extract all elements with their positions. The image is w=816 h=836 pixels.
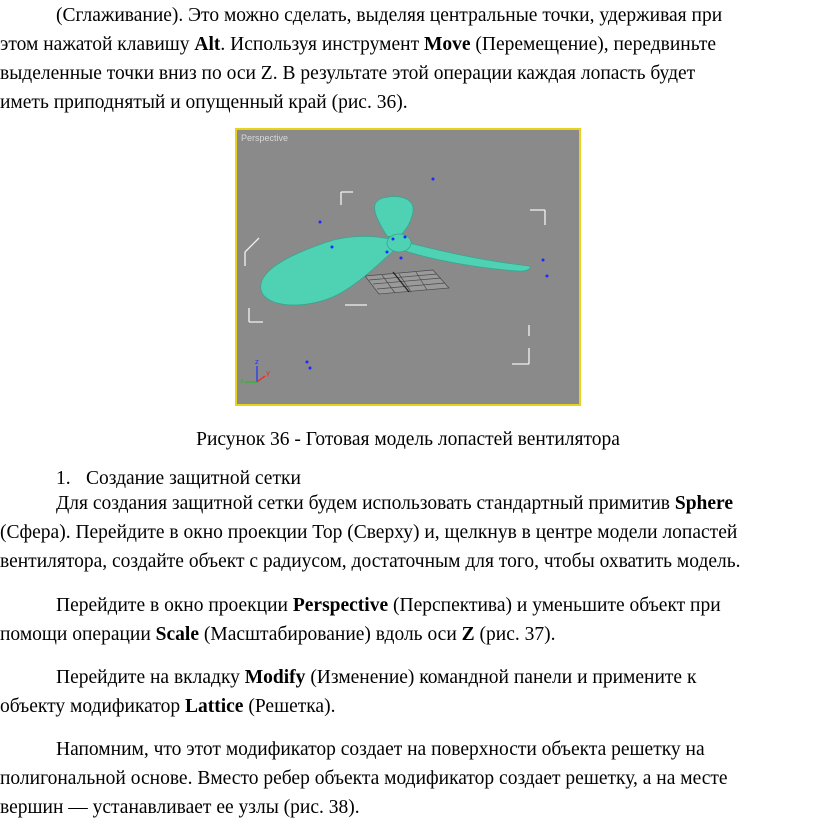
axis-x-label: x bbox=[240, 377, 245, 385]
list-item bbox=[56, 467, 301, 491]
text-line bbox=[0, 91, 408, 115]
viewport-label: Perspective bbox=[241, 133, 289, 143]
text: выделенные точки вниз по оси Z. В результате этой операции каждая лопасть будет bbox=[0, 63, 696, 84]
text: вершин — устанавливает ее узлы (рис. 38). bbox=[0, 797, 360, 818]
text: (Решетка). bbox=[243, 696, 336, 717]
axis-z-label: z bbox=[255, 358, 259, 366]
text: (Перспектива) и уменьшите объект при bbox=[388, 595, 721, 616]
bold-term: Scale bbox=[155, 624, 199, 645]
axis-y-label: y bbox=[266, 369, 271, 377]
text-line bbox=[0, 796, 360, 820]
text-line bbox=[56, 4, 722, 28]
bold-term: Sphere bbox=[674, 493, 734, 514]
text: объекту модификатор bbox=[0, 696, 185, 717]
figure-caption: Рисунок 36 - Готовая модель лопастей вентилятора bbox=[196, 429, 620, 450]
text: (рис. 37). bbox=[474, 624, 556, 645]
text-line bbox=[0, 550, 741, 574]
text-line bbox=[0, 521, 737, 545]
text: Для создания защитной сетки будем использовать стандартный примитив bbox=[56, 493, 675, 514]
bold-term: Modify bbox=[244, 667, 306, 688]
text: Перейдите в окно проекции bbox=[56, 595, 293, 616]
text-line bbox=[56, 738, 705, 762]
text: (Перемещение), передвиньте bbox=[470, 34, 717, 55]
text-line bbox=[0, 695, 335, 719]
grid bbox=[365, 270, 449, 294]
text: Напомним, что этот модификатор создает на поверхности объекта решетку на bbox=[56, 739, 705, 760]
perspective-viewport-image bbox=[235, 128, 581, 406]
text-line bbox=[56, 666, 696, 690]
text-line bbox=[0, 33, 716, 57]
bold-term: Alt bbox=[194, 34, 221, 55]
text: вентилятора, создайте объект с радиусом, достаточным для того, чтобы охватить модель. bbox=[0, 551, 741, 572]
text: этом нажатой клавишу bbox=[0, 34, 195, 55]
text: иметь приподнятый и опущенный край (рис. 36). bbox=[0, 92, 408, 113]
fan-blades-render bbox=[237, 130, 579, 404]
bold-term: Z bbox=[461, 624, 475, 645]
bold-term: Lattice bbox=[184, 696, 244, 717]
text: (Изменение) командной панели и примените к bbox=[305, 667, 697, 688]
list-title: Создание защитной сетки bbox=[86, 468, 301, 489]
text-line bbox=[0, 62, 695, 86]
axis-gizmo bbox=[240, 358, 270, 385]
text-line bbox=[56, 594, 721, 618]
text: полигональной основе. Вместо ребер объекта модификатор создает решетку, а на месте bbox=[0, 768, 728, 789]
text-line bbox=[56, 492, 733, 516]
text-line bbox=[0, 767, 728, 791]
text: (Сфера). Перейдите в окно проекции Top (Сверху) и, щелкнув в центре модели лопастей bbox=[0, 522, 738, 543]
text: . Используя инструмент bbox=[220, 34, 424, 55]
text: (Масштабирование) вдоль оси bbox=[199, 624, 462, 645]
bold-term: Perspective bbox=[292, 595, 389, 616]
text: помощи операции bbox=[0, 624, 156, 645]
text: (Сглаживание). Это можно сделать, выделяя центральные точки, удерживая при bbox=[56, 5, 723, 26]
text-line bbox=[0, 623, 555, 647]
text: Перейдите на вкладку bbox=[56, 667, 245, 688]
bold-term: Move bbox=[423, 34, 471, 55]
list-number: 1. bbox=[56, 468, 71, 489]
